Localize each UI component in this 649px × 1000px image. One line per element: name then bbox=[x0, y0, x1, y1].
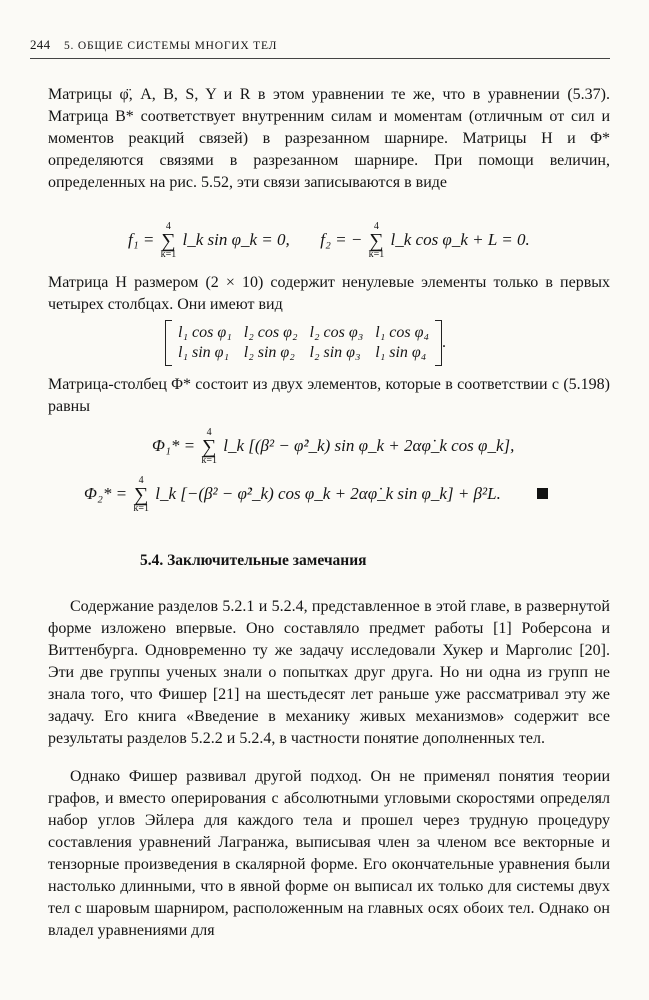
paragraph-2: Матрица H размером (2 × 10) содержит ненулевые элементы только в первых четырех столбцах. Они имеют вид bbox=[48, 274, 610, 313]
header-rule bbox=[30, 58, 610, 59]
matrix-cell: l₂ cos φ₂ bbox=[243, 324, 298, 341]
sum-sign: 4 ∑ k=1 bbox=[201, 427, 217, 466]
paragraph-3: Матрица-столбец Φ* состоит из двух элементов, которые в соответствии с (5.198) равны bbox=[48, 376, 610, 415]
matrix-cell: l₁ cos φ₁ bbox=[178, 324, 232, 341]
right-bracket bbox=[435, 320, 442, 366]
paragraph-4: Содержание разделов 5.2.1 и 5.2.4, представленное в этой главе, в развернутой форме изложено впервые. Оно составляло предмет работы [1] Роберсона и Виттенбурга. Одновременно ту же задачу исследовали Хукер и Марголис [20]. Эти две группы ученых знали о попытках друг друга. Но ни одна из групп не знала того, что Фишер [21] на шестьдесят лет раньше уже рассматривал эту же задачу. Его книга «Введение в механику живых механизмов» содержит все результаты разделов 5.2.2 и 5.2.4, в частности понятие дополненных тел. bbox=[48, 598, 610, 747]
formula-constraints: f₁ = 4 ∑ k=1 l_k sin φ_k = 0, f₂ = − 4 ∑ k=1 l_k cos φ_k + L = 0. bbox=[128, 221, 530, 260]
matrix-cell: l₁ sin φ₁ bbox=[178, 344, 230, 361]
sum-sign: 4 ∑ k=1 bbox=[133, 475, 149, 514]
formula-phi2: Φ₂* = 4 ∑ k=1 l_k [−(β² − φ̇²_k) cos φ_k + 2αφ̇_k sin φ_k] + β²L. bbox=[84, 476, 548, 514]
section-title: 5.4. Заключительные замечания bbox=[140, 552, 367, 569]
running-title: 5. ОБЩИЕ СИСТЕМЫ МНОГИХ ТЕЛ bbox=[63, 40, 278, 52]
running-header bbox=[30, 37, 610, 53]
end-of-proof-square bbox=[537, 488, 548, 499]
paragraph-1: Матрицы φ̈, A, B, S, Y и R в этом уравнении те же, что в уравнении (5.37). Матрица B* соответствует внутренним силам и моментам (отличным от сил и моментов реакций связей) в разрезанном шарнире. Матрицы H и Φ* определяются связями в разрезанном шарнире. При помощи величин, определенных на рис. 5.52, эти связи записываются в виде bbox=[48, 86, 610, 191]
matrix-cell: l₁ cos φ₄ bbox=[375, 324, 429, 341]
formula-phi1: Φ₁* = 4 ∑ k=1 l_k [(β² − φ̇²_k) sin φ_k + 2αφ̇_k cos φ_k], bbox=[152, 427, 515, 466]
sum-sign: 4 ∑ k=1 bbox=[160, 221, 177, 260]
sum-sign: 4 ∑ k=1 bbox=[368, 221, 385, 260]
matrix-cell: l₂ sin φ₃ bbox=[309, 344, 361, 361]
matrix-cell: l₁ sin φ₄ bbox=[375, 344, 427, 361]
matrix-cell: l₂ cos φ₃ bbox=[309, 324, 364, 341]
matrix-cell: l₂ sin φ₂ bbox=[243, 344, 295, 361]
left-bracket bbox=[165, 320, 172, 366]
matrix-h: l₁ cos φ₁ l₂ cos φ₂ l₂ cos φ₃ l₁ cos φ₄ l₁ sin φ₁ l₂ sin φ₂ l₂ sin φ₃ l₁ sin φ₄ . bbox=[165, 320, 446, 366]
paragraph-5: Однако Фишер развивал другой подход. Он не применял понятия теории графов, и вместо оперирования с абсолютными угловыми скоростями определял набор углов Эйлера для каждого тела и прошел через трудную процедуру составления уравнений Лагранжа, выписывая член за членом все векторные и тензорные произведения в скалярной форме. Его окончательные уравнения были настолько длинными, что в явной форме он выписал их только для системы двух тел с шаровым шарниром, расположенным на главных осях обоих тел. Однако он владел уравнениями для bbox=[48, 768, 610, 939]
page-number: 244 bbox=[30, 37, 51, 52]
